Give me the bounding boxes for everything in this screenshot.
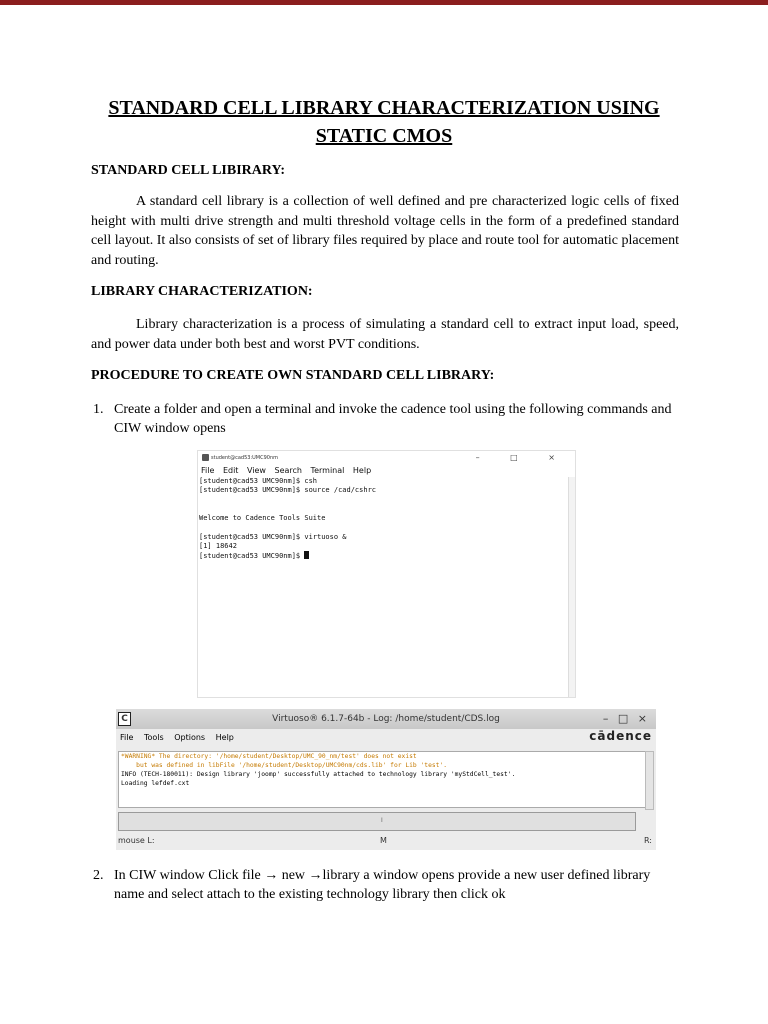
ciw-titlebar xyxy=(116,709,656,729)
terminal-prompt-line xyxy=(199,551,568,561)
cadence-logo: cādence xyxy=(589,729,652,743)
step-1-text: Create a folder and open a terminal and invoke the cadence tool using the following commands and CIW window opens xyxy=(114,402,672,436)
terminal-line: [1] 18642 xyxy=(199,542,237,551)
terminal-menu-search[interactable]: Search xyxy=(274,466,302,475)
step-1-number: 1. xyxy=(93,402,104,417)
terminal-menu-help[interactable]: Help xyxy=(352,466,372,475)
step-1 xyxy=(93,400,680,438)
terminal-menu-file[interactable]: File xyxy=(201,466,215,475)
step-2 xyxy=(93,866,680,904)
section-heading-characterization: LIBRARY CHARACTERIZATION: xyxy=(91,284,313,299)
ciw-menu-file[interactable]: File xyxy=(120,733,134,742)
status-mouse-left: mouse L: xyxy=(118,836,155,845)
terminal-output[interactable] xyxy=(198,477,568,697)
ciw-menu-options[interactable]: Options xyxy=(174,733,206,742)
section-heading-procedure: PROCEDURE TO CREATE OWN STANDARD CELL LIBRARY: xyxy=(91,368,495,383)
cadence-app-icon: C xyxy=(118,712,131,726)
title-line-1: STANDARD CELL LIBRARY CHARACTERIZATION USING xyxy=(108,97,660,119)
log-warning-line: but was defined in libFile '/home/student/Desktop/UMC90nm/cds.lib' for Lib 'test'. xyxy=(121,762,448,769)
terminal-menu-view[interactable]: View xyxy=(246,466,266,475)
terminal-icon xyxy=(202,454,209,461)
ciw-window xyxy=(116,709,656,850)
terminal-line: [student@cad53 UMC90nm]$ csh xyxy=(199,477,318,485)
status-mouse-right: R: xyxy=(643,836,652,845)
status-mouse-middle: M xyxy=(380,836,387,845)
cursor-block xyxy=(304,551,309,559)
terminal-prompt: [student@cad53 UMC90nm]$ xyxy=(199,552,305,561)
ciw-menu-tools[interactable]: Tools xyxy=(143,733,164,742)
paragraph-characterization: Library characterization is a process of simulating a standard cell to extract input load, speed, and power data under both best and worst PVT conditions. xyxy=(91,317,679,352)
log-info-line: INFO (TECH-180011): Design library 'joomp' successfully attached to technology library 'myStdCell_test'. xyxy=(121,771,516,778)
step-2-text: In CIW window Click file → new →library a window opens provide a new user defined library name and select attach to the existing technology library then click ok xyxy=(114,868,651,902)
terminal-menubar xyxy=(198,465,575,477)
paragraph-standard-cell: A standard cell library is a collection of well defined and pre characterized logic cells of fixed height with multi drive strength and multi threshold voltage cells in the form of a predefined standard cell layout. It also consists of set of library files required by place and route tool for automatic placement and routing. xyxy=(91,194,679,268)
terminal-line: Welcome to Cadence Tools Suite xyxy=(199,514,326,523)
ciw-title: Virtuoso® 6.1.7-64b - Log: /home/student/CDS.log xyxy=(272,714,500,724)
terminal-menu-edit[interactable]: Edit xyxy=(222,466,239,475)
ciw-status-bar xyxy=(118,836,654,845)
log-loading-line: Loading lefdef.cxt xyxy=(121,780,190,787)
title-line-2: STATIC CMOS xyxy=(315,125,453,147)
section-heading-standard-cell: STANDARD CELL LIBIRARY: xyxy=(91,163,285,178)
terminal-line: [student@cad53 UMC90nm]$ source /cad/cshrc xyxy=(199,486,377,495)
terminal-scrollbar[interactable] xyxy=(568,477,575,697)
terminal-line xyxy=(199,496,568,505)
terminal-title: student@cad53:UMC90nm xyxy=(211,455,279,461)
terminal-menu-terminal[interactable]: Terminal xyxy=(310,466,345,475)
terminal-line: [student@cad53 UMC90nm]$ virtuoso & xyxy=(199,532,347,541)
top-red-rule xyxy=(0,0,768,5)
terminal-titlebar xyxy=(198,451,575,465)
page-title xyxy=(60,94,708,150)
ciw-menubar xyxy=(116,731,656,745)
terminal-line xyxy=(199,505,568,514)
step-2-number: 2. xyxy=(93,868,104,883)
command-bar-marker: I xyxy=(381,817,383,824)
terminal-line xyxy=(199,523,568,532)
ciw-window-controls[interactable]: – □ × xyxy=(602,712,650,725)
log-warning-line: *WARNING* The directory: '/home/student/Desktop/UMC_90_nm/test' does not exist xyxy=(121,753,417,760)
ciw-log-output[interactable] xyxy=(118,751,649,808)
ciw-command-input[interactable] xyxy=(118,812,636,831)
terminal-window xyxy=(197,450,576,698)
terminal-window-controls[interactable]: – □ × xyxy=(475,453,569,462)
ciw-menu-help[interactable]: Help xyxy=(215,733,234,742)
ciw-log-scrollbar[interactable] xyxy=(645,751,654,810)
